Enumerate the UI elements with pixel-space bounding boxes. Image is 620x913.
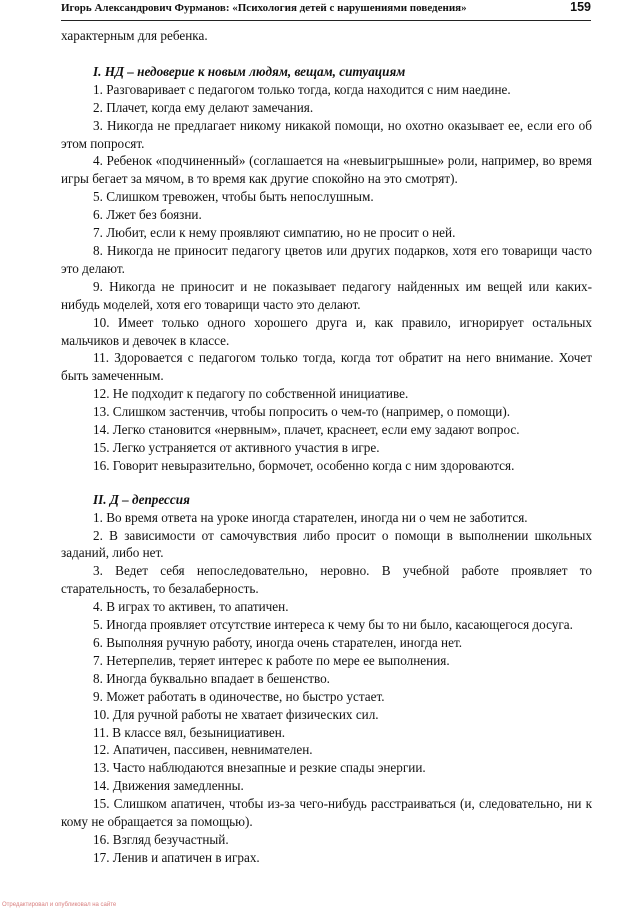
list-item: 16. Взгляд безучастный.	[93, 831, 229, 847]
list-item: 5. Иногда проявляет отсутствие интереса к чему бы то ни было, касающегося досуга.	[93, 617, 573, 633]
page-content	[61, 27, 592, 867]
list-item: 5. Слишком тревожен, чтобы быть непослушным.	[93, 189, 374, 205]
list-item: 9. Никогда не приносит и не показывает педагогу найденных им вещей или каких-нибудь моделей, хотя его товарищи часто это делают.	[61, 278, 592, 312]
list-item: 4. Ребенок «подчиненный» (соглашается на «невыигрышные» роли, например, во время игры бегает за мячом, в то время как другие спокойно на это смотрят).	[61, 153, 592, 187]
running-header-title: Игорь Александрович Фурманов: «Психология детей с нарушениями поведения»	[61, 2, 467, 14]
list-item: 7. Любит, если к нему проявляют симпатию, но не просит о ней.	[93, 225, 456, 241]
list-item: 17. Ленив и апатичен в играх.	[93, 849, 260, 865]
watermark: Отредактировал и опубликовал на сайте	[2, 902, 117, 908]
list-item: 15. Слишком апатичен, чтобы из-за чего-нибудь расстраиваться (и, следовательно, ни к кому не обращается за помощью).	[61, 796, 592, 830]
list-item: 6. Лжет без боязни.	[93, 207, 202, 223]
list-item: 10. Имеет только одного хорошего друга и, как правило, игнорирует остальных мальчиков и девочек в классе.	[61, 314, 592, 348]
section-1-list	[61, 81, 592, 475]
list-item: 11. Здоровается с педагогом только тогда, когда тот обратит на него внимание. Хочет быть замеченным.	[61, 350, 592, 384]
page-number: 159	[570, 0, 591, 14]
list-item: 1. Разговаривает с педагогом только тогда, когда находится с ним наедине.	[93, 81, 511, 97]
page-header	[61, 0, 591, 21]
list-item: 9. Может работать в одиночестве, но быстро устает.	[93, 688, 385, 704]
list-item: 3. Ведет себя непоследовательно, неровно. В учебной работе проявляет то старательность, то безалаберность.	[61, 563, 592, 597]
list-item: 11. В классе вял, безынициативен.	[93, 724, 286, 740]
list-item: 15. Легко устраняется от активного участия в игре.	[93, 439, 380, 455]
list-item: 13. Часто наблюдаются внезапные и резкие спады энергии.	[93, 760, 426, 776]
list-item: 2. Плачет, когда ему делают замечания.	[93, 99, 314, 115]
intro-line: характерным для ребенка.	[61, 28, 208, 43]
list-item: 1. Во время ответа на уроке иногда старателен, иногда ни о чем не заботится.	[93, 509, 528, 525]
list-item: 8. Иногда буквально впадает в бешенство.	[93, 670, 330, 686]
list-item: 8. Никогда не приносит педагогу цветов или других подарков, хотя его товарищи часто это делают.	[61, 242, 592, 276]
list-item: 16. Говорит невыразительно, бормочет, особенно когда с ним здороваются.	[93, 457, 515, 473]
list-item: 6. Выполняя ручную работу, иногда очень старателен, иногда нет.	[93, 635, 463, 650]
list-item: 14. Легко становится «нервным», плачет, краснеет, если ему задают вопрос.	[93, 422, 520, 438]
list-item: 4. В играх то активен, то апатичен.	[93, 599, 289, 615]
list-item: 14. Движения замедленны.	[93, 778, 244, 794]
section-heading-1: I. НД – недоверие к новым людям, вещам, ситуациям	[93, 63, 406, 79]
list-item: 7. Нетерпелив, теряет интерес к работе по мере ее выполнения.	[93, 652, 450, 668]
list-item: 3. Никогда не предлагает никому никакой помощи, но охотно оказывает ее, если его об этом попросят.	[61, 117, 592, 151]
section-2-list	[61, 509, 592, 867]
list-item: 10. Для ручной работы не хватает физических сил.	[93, 706, 379, 722]
list-item: 2. В зависимости от самочувствия либо просит о помощи в выполнении школьных заданий, либо нет.	[61, 527, 592, 561]
list-item: 13. Слишком застенчив, чтобы попросить о чем-то (например, о помощи).	[93, 404, 511, 420]
list-item: 12. Апатичен, пассивен, невнимателен.	[93, 742, 313, 758]
section-heading-2: II. Д – депрессия	[93, 491, 190, 507]
list-item: 12. Не подходит к педагогу по собственной инициативе.	[93, 386, 409, 402]
